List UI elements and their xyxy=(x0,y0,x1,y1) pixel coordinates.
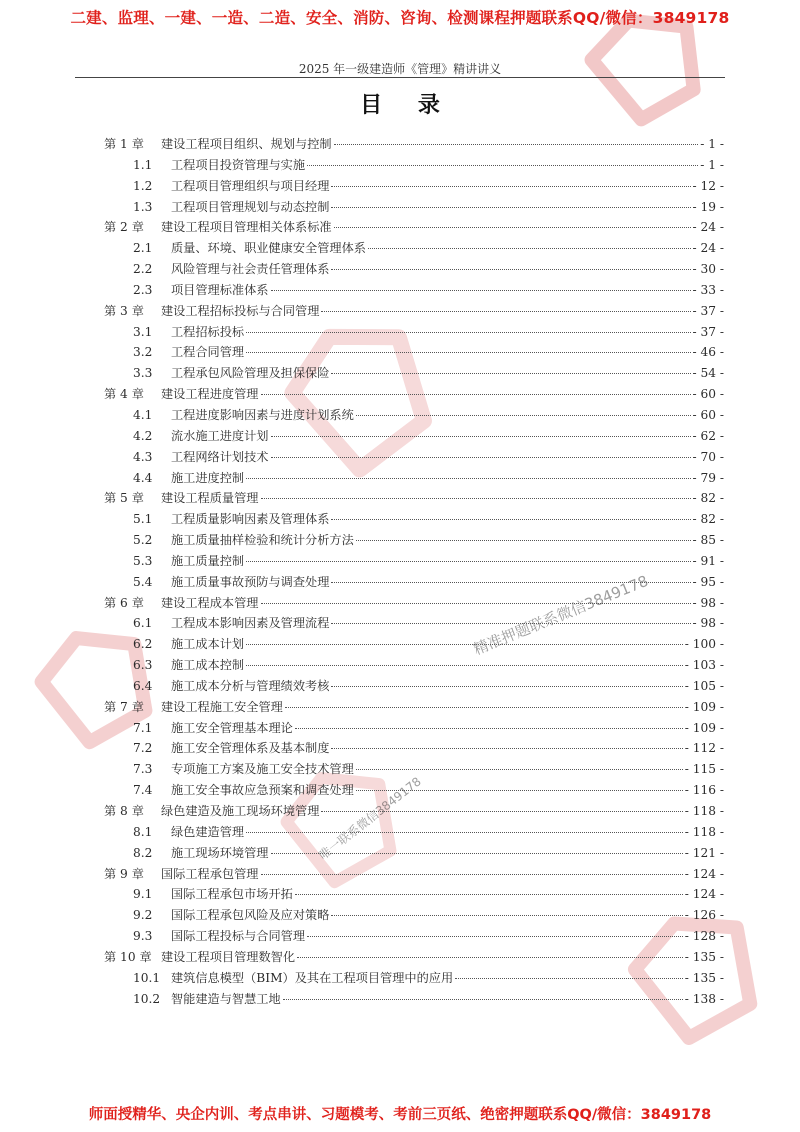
toc-entry-title: 施工质量控制 xyxy=(171,553,245,568)
toc-page-number: - 62 - xyxy=(692,428,724,443)
toc-page-number: - 1 - xyxy=(700,157,724,172)
toc-entry-number: 10.2 xyxy=(133,991,161,1006)
toc-dot-leader xyxy=(246,831,683,833)
toc-section-entry[interactable] xyxy=(104,447,724,468)
toc-entry-number: 7.2 xyxy=(133,741,153,756)
toc-entry-title: 建设工程项目管理相关体系标准 xyxy=(161,220,332,235)
toc-entry-title: 专项施工方案及施工安全技术管理 xyxy=(171,762,354,777)
toc-entry-number: 10.1 xyxy=(133,970,161,985)
toc-page-number: - 91 - xyxy=(692,553,724,568)
toc-entry-title: 建设工程进度管理 xyxy=(161,387,259,402)
toc-entry-title: 工程承包风险管理及担保保险 xyxy=(171,366,330,381)
toc-page-number: - 60 - xyxy=(692,407,724,422)
toc-entry-title: 施工安全事故应急预案和调查处理 xyxy=(171,783,354,798)
toc-entry-title: 工程招标投标 xyxy=(171,324,245,339)
toc-page-number: - 121 - xyxy=(684,845,724,860)
toc-entry-title: 建设工程招标投标与合同管理 xyxy=(161,303,320,318)
toc-entry-number: 4.3 xyxy=(133,449,153,464)
toc-dot-leader xyxy=(271,289,691,291)
toc-section-entry[interactable] xyxy=(104,572,724,593)
toc-entry-number: 3.1 xyxy=(133,324,153,339)
toc-entry-number: 第 7 章 xyxy=(104,699,144,714)
toc-section-entry[interactable] xyxy=(104,197,724,218)
toc-dot-leader xyxy=(334,143,699,145)
toc-dot-leader xyxy=(246,643,683,645)
toc-dot-leader xyxy=(356,539,691,541)
toc-entry-title: 施工进度控制 xyxy=(171,470,245,485)
toc-page-number: - 105 - xyxy=(684,678,724,693)
toc-chapter-entry[interactable] xyxy=(104,801,724,822)
toc-dot-leader xyxy=(331,268,690,270)
toc-page-number: - 118 - xyxy=(684,824,724,839)
toc-dot-leader xyxy=(331,685,682,687)
toc-dot-leader xyxy=(271,456,691,458)
toc-dot-leader xyxy=(261,393,691,395)
toc-dot-leader xyxy=(321,310,690,312)
toc-entry-title: 工程进度影响因素与进度计划系统 xyxy=(171,407,354,422)
toc-section-entry[interactable] xyxy=(104,530,724,551)
toc-section-entry[interactable] xyxy=(104,676,724,697)
toc-section-entry[interactable] xyxy=(104,884,724,905)
toc-entry-title: 施工成本计划 xyxy=(171,637,245,652)
toc-entry-title: 施工质量抽样检验和统计分析方法 xyxy=(171,533,354,548)
toc-dot-leader xyxy=(321,810,682,812)
toc-entry-title: 施工成本控制 xyxy=(171,658,245,673)
toc-entry-number: 9.3 xyxy=(133,929,153,944)
toc-page-number: - 112 - xyxy=(684,741,724,756)
toc-entry-title: 工程网络计划技术 xyxy=(171,449,269,464)
toc-page-number: - 98 - xyxy=(692,616,724,631)
toc-dot-leader xyxy=(246,560,690,562)
toc-entry-title: 建设工程项目管理数智化 xyxy=(161,949,296,964)
toc-page-number: - 124 - xyxy=(684,866,724,881)
toc-section-entry[interactable] xyxy=(104,968,724,989)
toc-dot-leader xyxy=(455,977,683,979)
toc-entry-number: 5.2 xyxy=(133,533,153,548)
toc-chapter-entry[interactable] xyxy=(104,301,724,322)
toc-dot-leader xyxy=(368,247,691,249)
toc-entry-number: 3.2 xyxy=(133,345,153,360)
toc-dot-leader xyxy=(331,914,682,916)
toc-entry-number: 6.3 xyxy=(133,658,153,673)
toc-entry-number: 2.2 xyxy=(133,262,153,277)
toc-chapter-entry[interactable] xyxy=(104,488,724,509)
toc-page-number: - 60 - xyxy=(692,387,724,402)
toc-entry-number: 6.2 xyxy=(133,637,153,652)
toc-page-number: - 37 - xyxy=(692,324,724,339)
toc-entry-number: 第 5 章 xyxy=(104,491,144,506)
toc-entry-title: 建设工程质量管理 xyxy=(161,491,259,506)
toc-entry-title: 国际工程承包风险及应对策略 xyxy=(171,908,330,923)
toc-entry-number: 第 4 章 xyxy=(104,387,144,402)
toc-page-number: - 30 - xyxy=(692,262,724,277)
toc-page-number: - 19 - xyxy=(692,199,724,214)
toc-entry-number: 第 3 章 xyxy=(104,303,144,318)
toc-dot-leader xyxy=(331,518,690,520)
toc-entry-title: 智能建造与智慧工地 xyxy=(171,991,281,1006)
toc-entry-title: 施工质量事故预防与调查处理 xyxy=(171,574,330,589)
toc-entry-number: 6.1 xyxy=(133,616,153,631)
bottom-ad-banner: 师面授精华、央企内训、考点串讲、习题模考、考前三页纸、绝密押题联系QQ/微信：3849178 xyxy=(88,1107,712,1123)
toc-entry-number: 7.4 xyxy=(133,783,153,798)
toc-entry-title: 建设工程项目组织、规划与控制 xyxy=(161,137,332,151)
toc-dot-leader xyxy=(261,602,691,604)
toc-dot-leader xyxy=(334,226,691,228)
toc-section-entry[interactable] xyxy=(104,468,724,489)
toc-entry-number: 1.3 xyxy=(133,199,153,214)
toc-section-entry[interactable] xyxy=(104,551,724,572)
toc-chapter-entry[interactable] xyxy=(104,697,724,718)
toc-page-number: - 82 - xyxy=(692,491,724,506)
toc-dot-leader xyxy=(331,206,690,208)
toc-entry-number: 第 1 章 xyxy=(104,137,144,151)
toc-section-entry[interactable] xyxy=(104,780,724,801)
toc-entry-number: 5.4 xyxy=(133,574,153,589)
watermark-text: 精准押题联系微信3849178 xyxy=(470,571,651,659)
toc-section-entry[interactable] xyxy=(104,363,724,384)
toc-entry-title: 工程质量影响因素及管理体系 xyxy=(171,512,330,527)
toc-entry-number: 8.2 xyxy=(133,845,153,860)
toc-entry-number: 8.1 xyxy=(133,824,153,839)
toc-entry-title: 工程项目管理组织与项目经理 xyxy=(171,178,330,193)
toc-dot-leader xyxy=(331,622,690,624)
toc-entry-number: 9.1 xyxy=(133,887,153,902)
toc-page-number: - 135 - xyxy=(684,949,724,964)
toc-dot-leader xyxy=(246,664,683,666)
toc-section-entry[interactable] xyxy=(104,905,724,926)
toc-entry-number: 7.3 xyxy=(133,762,153,777)
toc-entry-title: 国际工程投标与合同管理 xyxy=(171,929,306,944)
toc-dot-leader xyxy=(356,414,691,416)
toc-section-entry[interactable] xyxy=(104,238,724,259)
toc-chapter-entry[interactable] xyxy=(104,217,724,238)
toc-dot-leader xyxy=(331,185,690,187)
toc-entry-title: 施工成本分析与管理绩效考核 xyxy=(171,678,330,693)
toc-section-entry[interactable] xyxy=(104,718,724,739)
toc-dot-leader xyxy=(285,706,683,708)
watermark-text: 唯一联系微信3849178 xyxy=(316,774,424,863)
toc-page-number: - 128 - xyxy=(684,929,724,944)
running-header: 2025 年一级建造师《管理》精讲讲义 xyxy=(298,62,502,76)
toc-page-number: - 116 - xyxy=(684,783,724,798)
toc-section-entry[interactable] xyxy=(104,655,724,676)
page-title: 目 录 xyxy=(360,93,454,118)
toc-entry-number: 1.2 xyxy=(133,178,153,193)
header-divider xyxy=(75,77,725,78)
toc-section-entry[interactable] xyxy=(104,176,724,197)
toc-page-number: - 103 - xyxy=(684,658,724,673)
toc-page-number: - 100 - xyxy=(684,637,724,652)
toc-dot-leader xyxy=(283,998,683,1000)
toc-entry-number: 2.1 xyxy=(133,241,153,256)
toc-entry-title: 国际工程承包管理 xyxy=(161,866,259,881)
toc-page-number: - 126 - xyxy=(684,908,724,923)
toc-entry-number: 9.2 xyxy=(133,908,153,923)
toc-dot-leader xyxy=(295,893,683,895)
toc-entry-title: 绿色建造及施工现场环境管理 xyxy=(161,804,320,818)
toc-entry-title: 建筑信息模型（BIM）及其在工程项目管理中的应用 xyxy=(171,970,454,985)
toc-dot-leader xyxy=(246,331,690,333)
toc-entry-title: 施工安全管理基本理论 xyxy=(171,720,293,735)
toc-entry-title: 施工安全管理体系及基本制度 xyxy=(171,741,330,756)
toc-entry-number: 6.4 xyxy=(133,678,153,693)
toc-entry-title: 工程项目管理规划与动态控制 xyxy=(171,199,330,214)
toc-page-number: - 54 - xyxy=(692,366,724,381)
toc-entry-title: 流水施工进度计划 xyxy=(171,428,269,443)
toc-entry-number: 第 10 章 xyxy=(104,949,152,964)
toc-page-number: - 12 - xyxy=(692,178,724,193)
toc-dot-leader xyxy=(246,477,690,479)
toc-section-entry[interactable] xyxy=(104,259,724,280)
toc-entry-title: 质量、环境、职业健康安全管理体系 xyxy=(171,241,366,256)
toc-dot-leader xyxy=(246,351,690,353)
top-ad-banner: 二建、监理、一建、一造、二造、安全、消防、咨询、检测课程押题联系QQ/微信：3849178 xyxy=(70,9,730,27)
toc-dot-leader xyxy=(271,852,683,854)
toc-entry-title: 工程项目投资管理与实施 xyxy=(171,157,306,172)
toc-page-number: - 115 - xyxy=(684,762,724,777)
toc-entry-number: 4.4 xyxy=(133,470,153,485)
toc-entry-number: 第 8 章 xyxy=(104,804,144,818)
toc-dot-leader xyxy=(331,747,682,749)
toc-dot-leader xyxy=(356,789,683,791)
toc-page-number: - 82 - xyxy=(692,512,724,527)
toc-page-number: - 1 - xyxy=(700,137,724,151)
toc-dot-leader xyxy=(297,956,683,958)
toc-dot-leader xyxy=(307,935,683,937)
toc-dot-leader xyxy=(307,164,698,166)
toc-page-number: - 118 - xyxy=(684,804,724,818)
toc-entry-title: 风险管理与社会责任管理体系 xyxy=(171,262,330,277)
toc-section-entry[interactable] xyxy=(104,843,724,864)
toc-page-number: - 109 - xyxy=(684,720,724,735)
toc-page-number: - 24 - xyxy=(692,220,724,235)
toc-dot-leader xyxy=(271,435,691,437)
toc-section-entry[interactable] xyxy=(104,509,724,530)
toc-entry-title: 项目管理标准体系 xyxy=(171,282,269,297)
toc-chapter-entry[interactable] xyxy=(104,864,724,885)
toc-section-entry[interactable] xyxy=(104,322,724,343)
toc-page-number: - 46 - xyxy=(692,345,724,360)
toc-section-entry[interactable] xyxy=(104,280,724,301)
toc-entry-number: 2.3 xyxy=(133,282,153,297)
toc-page-number: - 33 - xyxy=(692,282,724,297)
toc-page-number: - 124 - xyxy=(684,887,724,902)
toc-section-entry[interactable] xyxy=(104,613,724,634)
toc-dot-leader xyxy=(261,873,683,875)
toc-page-number: - 109 - xyxy=(684,699,724,714)
toc-entry-title: 建设工程成本管理 xyxy=(161,595,259,610)
toc-entry-number: 第 6 章 xyxy=(104,595,144,610)
toc-entry-title: 工程合同管理 xyxy=(171,345,245,360)
toc-chapter-entry[interactable] xyxy=(104,593,724,614)
toc-entry-title: 国际工程承包市场开拓 xyxy=(171,887,293,902)
toc-section-entry[interactable] xyxy=(104,989,724,1010)
toc-section-entry[interactable] xyxy=(104,405,724,426)
toc-entry-title: 建设工程施工安全管理 xyxy=(161,699,283,714)
toc-entry-number: 4.2 xyxy=(133,428,153,443)
toc-page-number: - 98 - xyxy=(692,595,724,610)
toc-dot-leader xyxy=(356,768,683,770)
toc-page-number: - 24 - xyxy=(692,241,724,256)
toc-page-number: - 85 - xyxy=(692,533,724,548)
toc-entry-number: 第 9 章 xyxy=(104,866,144,881)
toc-page-number: - 135 - xyxy=(684,970,724,985)
toc-chapter-entry[interactable] xyxy=(104,384,724,405)
toc-entry-number: 4.1 xyxy=(133,407,153,422)
toc-chapter-entry[interactable] xyxy=(104,947,724,968)
toc-section-entry[interactable] xyxy=(104,342,724,363)
toc-page-number: - 95 - xyxy=(692,574,724,589)
toc-page-number: - 138 - xyxy=(684,991,724,1006)
toc-entry-number: 第 2 章 xyxy=(104,220,144,235)
toc-entry-number: 5.1 xyxy=(133,512,153,527)
toc-section-entry[interactable] xyxy=(104,822,724,843)
toc-dot-leader xyxy=(261,497,691,499)
toc-section-entry[interactable] xyxy=(104,759,724,780)
toc-entry-number: 5.3 xyxy=(133,553,153,568)
toc-section-entry[interactable] xyxy=(104,426,724,447)
toc-page-number: - 37 - xyxy=(692,303,724,318)
toc-section-entry[interactable] xyxy=(104,738,724,759)
toc-section-entry[interactable] xyxy=(104,634,724,655)
table-of-contents xyxy=(104,134,724,1009)
toc-entry-title: 工程成本影响因素及管理流程 xyxy=(171,616,330,631)
toc-dot-leader xyxy=(331,581,690,583)
toc-entry-number: 7.1 xyxy=(133,720,153,735)
toc-page-number: - 70 - xyxy=(692,449,724,464)
toc-entry-title: 绿色建造管理 xyxy=(171,824,245,839)
toc-section-entry[interactable] xyxy=(104,155,724,176)
toc-entry-number: 3.3 xyxy=(133,366,153,381)
toc-section-entry[interactable] xyxy=(104,926,724,947)
toc-entry-number: 1.1 xyxy=(133,157,153,172)
toc-dot-leader xyxy=(295,727,683,729)
toc-page-number: - 79 - xyxy=(692,470,724,485)
toc-entry-title: 施工现场环境管理 xyxy=(171,845,269,860)
toc-dot-leader xyxy=(331,372,690,374)
toc-chapter-entry[interactable] xyxy=(104,134,724,155)
